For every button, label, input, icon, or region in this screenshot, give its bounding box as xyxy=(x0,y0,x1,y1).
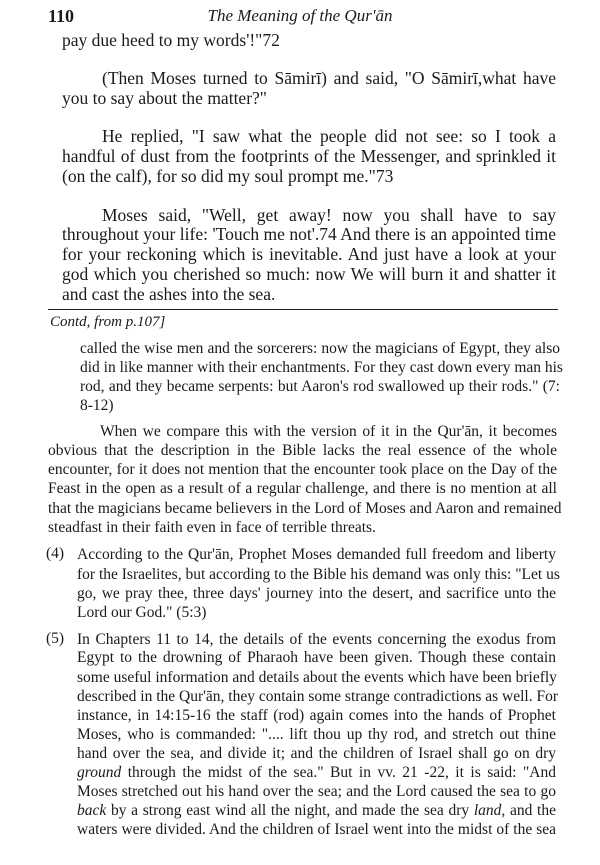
text-line: Lord our God." (5:3) xyxy=(77,604,207,621)
text-line: When we compare this with the version of it in the Qur'ān, it becomes xyxy=(100,423,557,440)
item-number: (4) xyxy=(46,545,65,562)
text-line: waters were divided. And the children of Israel went into the midst of the sea xyxy=(77,821,556,838)
text-segment: through the midst of the sea." But in vv. 21 -22, it is said: "And xyxy=(121,764,556,781)
text-line: handful of dust from the footprints of the Messenger, and sprinkled it xyxy=(62,146,556,166)
text-line xyxy=(77,763,556,782)
text-line: you to say about the matter?" xyxy=(62,88,267,108)
text-line: god which you cherished so much: now We will burn it and shatter it xyxy=(62,264,556,284)
text-line: described in the Qur'ān, they contain some strange contradictions as well. For xyxy=(77,688,559,705)
text-line: encounter, for it does not mention that the encounter took place on the Day of the xyxy=(48,461,557,478)
text-line: Moses, who is commanded: ".... lift thou up thy rod, and stretch out thine xyxy=(77,726,556,743)
text-line: for your reckoning which is inevitable. And just have a look at your xyxy=(62,244,556,264)
text-line: steadfast in their faith even in face of terrible threats. xyxy=(48,519,376,536)
italic-word: land, xyxy=(473,802,506,819)
text-segment: by a strong east wind all the night, and made the sea dry xyxy=(106,802,474,819)
text-line: instance, in 14:15-16 the staff (rod) again comes into the hands of Prophet xyxy=(77,707,556,724)
text-line: some useful information and details about the events which have been briefly xyxy=(77,669,557,686)
text-line: hand over the sea, and divide it; and the children of Israel shall go on dry xyxy=(77,745,556,762)
footnote-divider xyxy=(48,309,558,310)
text-line: Moses stretched out his hand over the sea; and the Lord caused the sea to go xyxy=(77,783,556,800)
italic-word: ground xyxy=(77,764,122,781)
text-line: throughout your life: 'Touch me not'.74 And there is an appointed time xyxy=(62,224,556,244)
page-number: 110 xyxy=(48,6,75,26)
text-line: (on the calf), for so did my soul prompt me."73 xyxy=(62,166,394,186)
text-line: Egypt to the drowning of Pharaoh have been given. Though these contain xyxy=(77,649,556,666)
text-line: Feast in the open as a result of a regular challenge, and there is no mention at all xyxy=(48,480,557,497)
text-line: go, we pray thee, three days' journey into the desert, and sacrifice unto the xyxy=(77,585,556,602)
text-line: Moses said, "Well, get away! now you shall have to say xyxy=(102,205,556,225)
running-title: The Meaning of the Qur'ān xyxy=(207,6,393,25)
text-line: pay due heed to my words'!"72 xyxy=(62,30,280,50)
text-line: called the wise men and the sorcerers: now the magicians of Egypt, they also xyxy=(80,340,560,357)
text-line: According to the Qur'ān, Prophet Moses demanded full freedom and liberty xyxy=(77,546,556,563)
item-number: (5) xyxy=(46,630,65,647)
text-line: 8-12) xyxy=(80,397,114,414)
text-line: (Then Moses turned to Sāmirī) and said, "O Sāmirī,what have xyxy=(102,68,556,88)
text-line xyxy=(77,801,556,820)
text-line: rod, and they became serpents: but Aaron's rod swallowed up their rods." (7: xyxy=(80,378,560,395)
italic-word: back xyxy=(77,802,107,819)
text-line: In Chapters 11 to 14, the details of the events concerning the exodus from xyxy=(77,631,556,648)
text-segment: and the xyxy=(505,802,556,819)
text-line: obvious that the description in the Bible lacks the real essence of the whole xyxy=(48,442,557,459)
text-line: for the Israelites, but according to the Bible his demand was only this: "Let us xyxy=(77,566,560,583)
text-line: and cast the ashes into the sea. xyxy=(62,284,276,304)
continued-label: Contd, from p.107] xyxy=(50,314,166,330)
text-line: He replied, "I saw what the people did not see: so I took a xyxy=(102,126,556,146)
text-line: that the magicians became believers in the Lord of Moses and Aaron and remained xyxy=(48,500,562,517)
text-line: did in like manner with their enchantments. For they cast down every man his xyxy=(80,359,563,376)
